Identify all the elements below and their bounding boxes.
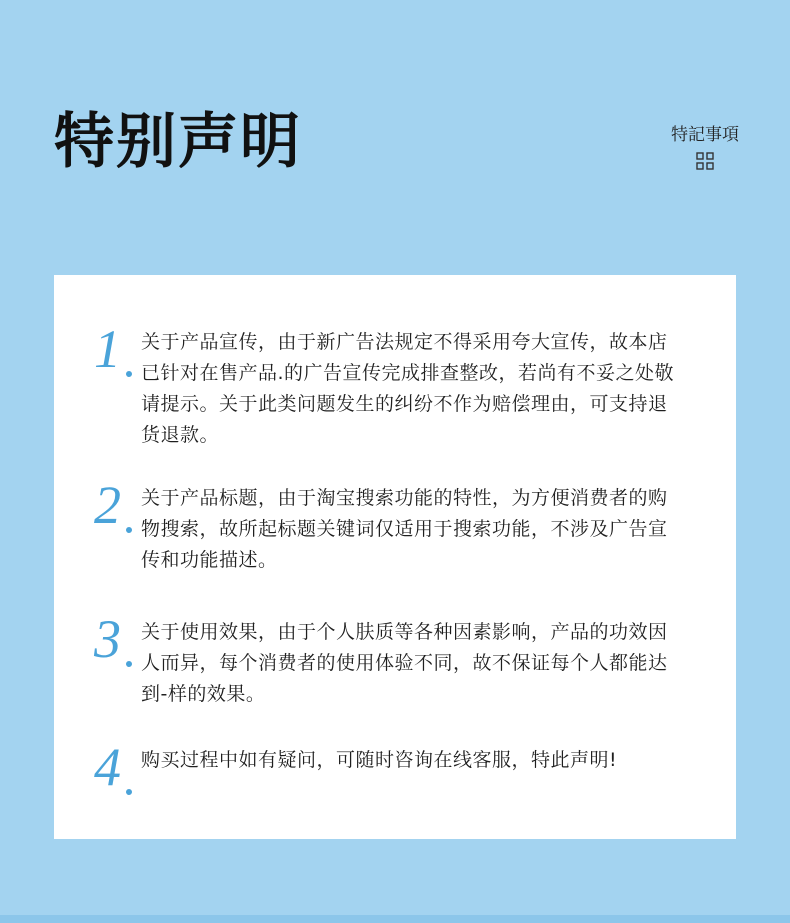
notice-card (54, 275, 736, 839)
item-text: 购买过程中如有疑问，可随时咨询在线客服，特此声明! (141, 749, 618, 771)
number-dot (126, 789, 132, 795)
number-dot (126, 661, 132, 667)
number-dot (126, 371, 132, 377)
item-text: 关于产品宣传，由于新广告法规定不得采用夸大宣传，故本店已针对在售产品.的广告宣传完成排查整改，若尚有不妥之处敬请提示。关于此类问题发生的纠纷不作为赔偿理由，可支持退货退款。 (141, 331, 675, 446)
page-title: 特别声明 (54, 107, 302, 177)
item-text: 关于产品标题，由于淘宝搜索功能的特性，为方便消费者的购物搜索，故所起标题关键词仅适用于搜索功能，不涉及广告宣传和功能描述。 (141, 487, 668, 571)
grid-icon (696, 152, 714, 170)
item-number: 4 (94, 737, 121, 797)
bottom-divider (0, 915, 790, 923)
badge-label: 特記事項 (671, 125, 739, 145)
number-dot (126, 527, 132, 533)
item-number: 3 (94, 609, 121, 669)
item-number: 2 (94, 475, 121, 535)
item-text: 关于使用效果，由于个人肤质等各种因素影响，产品的功效因人而异，每个消费者的使用体验不同，故不保证每个人都能达到-样的效果。 (141, 621, 668, 705)
notice-badge (660, 124, 750, 170)
item-number: 1 (94, 319, 121, 379)
